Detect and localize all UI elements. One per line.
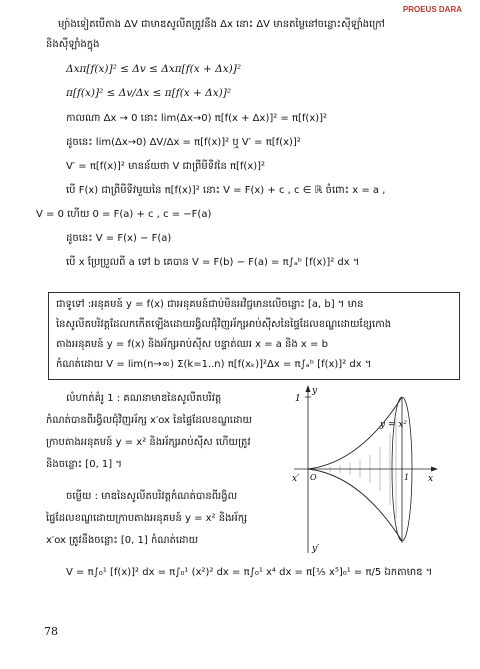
- label-curve: y = x²: [380, 420, 408, 430]
- equation-inequality-2: π[f(x)]² ≤ Δv/Δx ≤ π[f(x + Δx)]²: [66, 87, 232, 99]
- text-derivative-line: ដូចនេះ lim(Δx→0) ΔV/Δx = π[f(x)]² ឬ V′ = π[f(x)]²: [66, 137, 301, 148]
- x-axis-arrow-icon: [431, 467, 438, 472]
- text-condition-line: V = 0 ហើយ 0 = F(a) + c , c = −F(a): [36, 209, 212, 220]
- solution-title: ចម្លើយ : មាឌនៃសូលីតបរិវត្តកំណត់បានពីរង្វិល: [66, 491, 238, 502]
- label-y-prime: y′: [312, 544, 320, 554]
- curve-upper: [308, 397, 402, 469]
- text-line-1: ម្យ៉ាងទៀតបើតាង ΔV ជាមាឌសូលីតត្រូវនឹង Δx នោះ ΔV មានតម្លៃនៅចន្លោះស៊ីឡាំងក្រៅ: [58, 19, 385, 30]
- definition-line-2: នៃសូលីតបរិវត្តដែលកកើតឡើងដោយរង្វិលជុំវិញអ័ក្សអាប់ស៊ីសនៃផ្ទៃដែលខណ្ឌដោយខ្សែកោង: [56, 319, 392, 330]
- solid-revolution-figure: [290, 383, 440, 559]
- page-number: 78: [44, 625, 58, 638]
- example-line-4: និងចន្លោះ [0, 1] ។: [46, 459, 122, 470]
- text-therefore-line: ដូចនេះ V = F(x) − F(a): [66, 233, 172, 244]
- y-axis-arrow-icon: [306, 385, 311, 392]
- text-line-2: និងស៊ីឡាំងក្នុង: [46, 39, 100, 50]
- example-line-3: ក្រាបតាងអនុគមន៍ y = x² និងអ័ក្សអាប់ស៊ីស ហើយត្រូវ: [46, 437, 251, 448]
- equation-inequality-1: Δxπ[f(x)]² ≤ Δv ≤ Δxπ[f(x + Δx)]²: [66, 63, 242, 75]
- example-line-2: កំណត់បានពីរង្វិលជុំវិញអ័ក្ស x′ox នៃផ្ទៃដែលខណ្ឌដោយ: [46, 415, 253, 426]
- solution-line-3: x′ox ត្រូវនឹងចន្លោះ [0, 1] កំណត់ដោយ: [46, 535, 199, 546]
- definition-line-3: តាងអនុគមន៍ y = f(x) និងអ័ក្សអាប់ស៊ីស បន្ទាត់ឈរ x = a និង x = b: [56, 339, 328, 350]
- curve-lower: [308, 469, 402, 541]
- label-x-prime: x′: [292, 474, 300, 484]
- label-origin: O: [310, 473, 317, 482]
- solution-line-2: ផ្ទៃដែលខណ្ឌដោយក្រាបតាងអនុគមន៍ y = x² និងអ័ក្ស: [46, 513, 248, 524]
- example-title: លំហាត់គំរូ 1 : គណនាមាឌនៃសូលីតបរិវត្ត: [66, 393, 222, 404]
- definition-line-1: ជាទូទៅ :អនុគមន៍ y = f(x) ជាអនុគមន៍ជាប់មិនអវិជ្ជមានលើចន្លោះ [a, b] ។ មាន: [56, 299, 364, 310]
- solution-result-line: V = π∫₀¹ [f(x)]² dx = π∫₀¹ (x²)² dx = π∫₀¹ x⁴ dx = π[⅕ x⁵]₀¹ = π/5 ឯកតាមាឌ ។: [66, 567, 433, 578]
- text-primitive-line: V′ = π[f(x)]² មានន័យថា V ជាព្រីមីទីវនៃ π[f(x)]²: [66, 161, 266, 172]
- label-y-one: 1: [295, 394, 301, 404]
- brand-header: PROEUS DARA: [402, 5, 462, 14]
- definition-line-4: កំណត់ដោយ V = lim(n→∞) Σ(k=1..n) π[f(xₖ)]²Δx = π∫ₐᵇ [f(x)]² dx ។: [56, 359, 372, 370]
- text-integral-line: បើ x ប្រែប្រួលពី a ទៅ b គេបាន V = F(b) − F(a) = π∫ₐᵇ [f(x)]² dx ។: [66, 257, 360, 268]
- label-y-axis: y: [312, 386, 318, 396]
- text-limit-line: កាលណា Δx → 0 នោះ lim(Δx→0) π[f(x + Δx)]² = π[f(x)]²: [66, 113, 328, 124]
- label-x-axis: x: [428, 474, 434, 484]
- label-x-one: 1: [404, 473, 410, 482]
- text-antiderivative-line: បើ F(x) ជាព្រីមីទីវមួយនៃ π[f(x)]² នោះ V = F(x) + c , c ∈ ℝ ចំពោះ x = a ,: [66, 185, 386, 196]
